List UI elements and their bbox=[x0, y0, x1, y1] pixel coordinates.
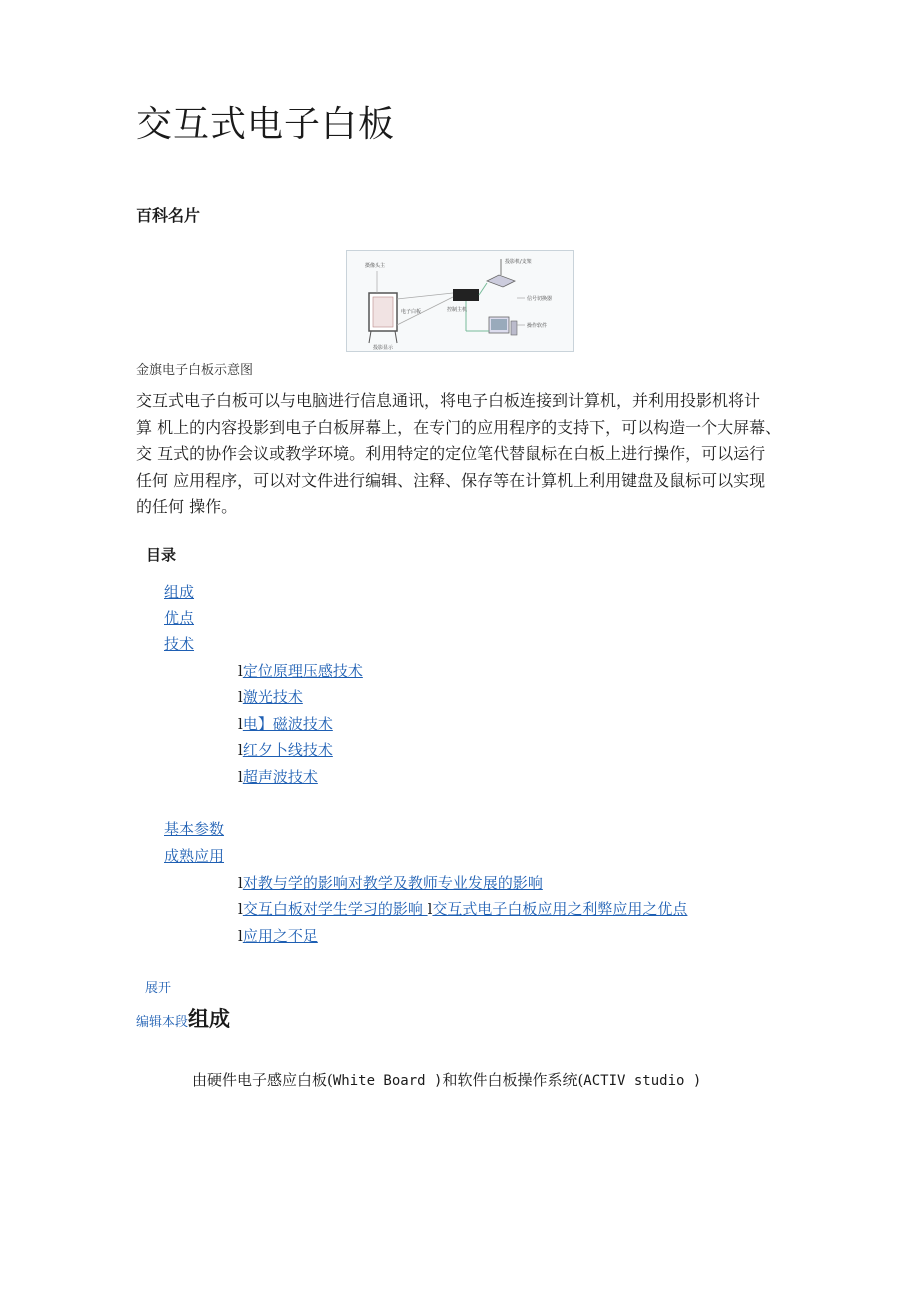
bullet-mark: l bbox=[238, 768, 243, 786]
intro-line: 交 互式的协作会议或教学环境。利用特定的定位笔代替鼠标在白板上进行操作，可以运行 bbox=[136, 444, 766, 463]
toc-subitem bbox=[238, 872, 543, 893]
toc-subitem bbox=[238, 925, 318, 946]
bullet-mark: l bbox=[238, 741, 243, 759]
bullet-mark: l bbox=[238, 715, 243, 733]
edit-section-link[interactable]: 编辑本段 bbox=[136, 1015, 189, 1030]
toc-link-applications[interactable]: 成熟应用 bbox=[164, 847, 225, 865]
toc-link-pressure[interactable]: 定位原理压感技术 bbox=[242, 662, 363, 680]
whiteboard-diagram bbox=[346, 250, 574, 352]
toc-subitem bbox=[238, 713, 333, 734]
intro-line: 的任何 操作。 bbox=[136, 497, 238, 516]
bullet-mark: l bbox=[427, 900, 433, 918]
expand-link[interactable]: 展开 bbox=[145, 981, 172, 996]
toc-link-electromagnetic[interactable]: 电】磁波技术 bbox=[242, 715, 333, 733]
body-text: 由硬件电子感应白板( bbox=[192, 1071, 333, 1089]
intro-line: 算 机上的内容投影到电子白板屏幕上，在专门的应用程序的支持下，可以构造一个大屏幕、 bbox=[136, 417, 782, 437]
toc-link-teaching-impact[interactable]: 对教与学的影响对教学及教师专业发展的影响 bbox=[242, 874, 543, 892]
toc-link-composition[interactable]: 组成 bbox=[164, 583, 195, 601]
body-text: 和软件白板操作系统( bbox=[442, 1071, 584, 1089]
figure-label: 信号切换器 bbox=[527, 296, 553, 302]
figure-caption: 金旗电子白板示意图 bbox=[136, 363, 254, 378]
figure-label: 投影机/支架 bbox=[505, 259, 532, 265]
bullet-mark: l bbox=[238, 900, 243, 918]
toc-link-infrared[interactable]: 红夕卜线技术 bbox=[242, 741, 333, 759]
figure-label: 电子白板 bbox=[401, 309, 422, 315]
toc-link-shortcomings[interactable]: 应用之不足 bbox=[242, 927, 318, 945]
toc-link-student-impact[interactable]: 交互白板对学生学习的影响 bbox=[242, 900, 428, 918]
toc-subitem bbox=[238, 660, 363, 681]
bullet-mark: l bbox=[238, 688, 243, 706]
figure-label: 控制主机 bbox=[447, 307, 468, 313]
toc-subitem bbox=[238, 739, 333, 760]
toc-subitem bbox=[238, 766, 318, 787]
toc-subitem bbox=[238, 686, 303, 707]
toc-heading: 目录 bbox=[146, 546, 177, 564]
section-body bbox=[192, 1069, 701, 1090]
toc-subitem bbox=[238, 898, 687, 919]
figure-label: 摄像头主 bbox=[365, 263, 386, 269]
toc-link-ultrasonic[interactable]: 超声波技术 bbox=[242, 768, 318, 786]
bullet-mark: l bbox=[238, 927, 243, 945]
figure-label: 操作软件 bbox=[527, 323, 548, 329]
toc-link-pros-cons[interactable]: 交互式电子白板应用之利弊应用之优点 bbox=[432, 900, 688, 918]
card-label: 百科名片 bbox=[136, 206, 201, 225]
intro-line: 任何 应用程序，可以对文件进行编辑、注释、保存等在计算机上利用键盘及鼠标可以实现 bbox=[136, 470, 766, 490]
toc-link-technology[interactable]: 技术 bbox=[164, 635, 195, 653]
toc-link-advantages[interactable]: 优点 bbox=[164, 609, 195, 627]
section-heading: 组成 bbox=[188, 1007, 231, 1031]
page-title: 交互式电子白板 bbox=[136, 104, 396, 145]
toc-link-parameters[interactable]: 基本参数 bbox=[164, 820, 225, 838]
body-text: White Board ) bbox=[332, 1073, 443, 1089]
body-text: ACTIV studio ) bbox=[583, 1073, 702, 1089]
toc-link-laser[interactable]: 激光技术 bbox=[242, 688, 303, 706]
bullet-mark: l bbox=[238, 662, 243, 680]
intro-line: 交互式电子白板可以与电脑进行信息通讯，将电子白板连接到计算机，并利用投影机将计 bbox=[136, 391, 761, 410]
bullet-mark: l bbox=[238, 874, 243, 892]
section-header bbox=[136, 1003, 230, 1033]
intro-paragraph bbox=[136, 388, 796, 521]
figure-label: 投影显示 bbox=[373, 345, 394, 351]
